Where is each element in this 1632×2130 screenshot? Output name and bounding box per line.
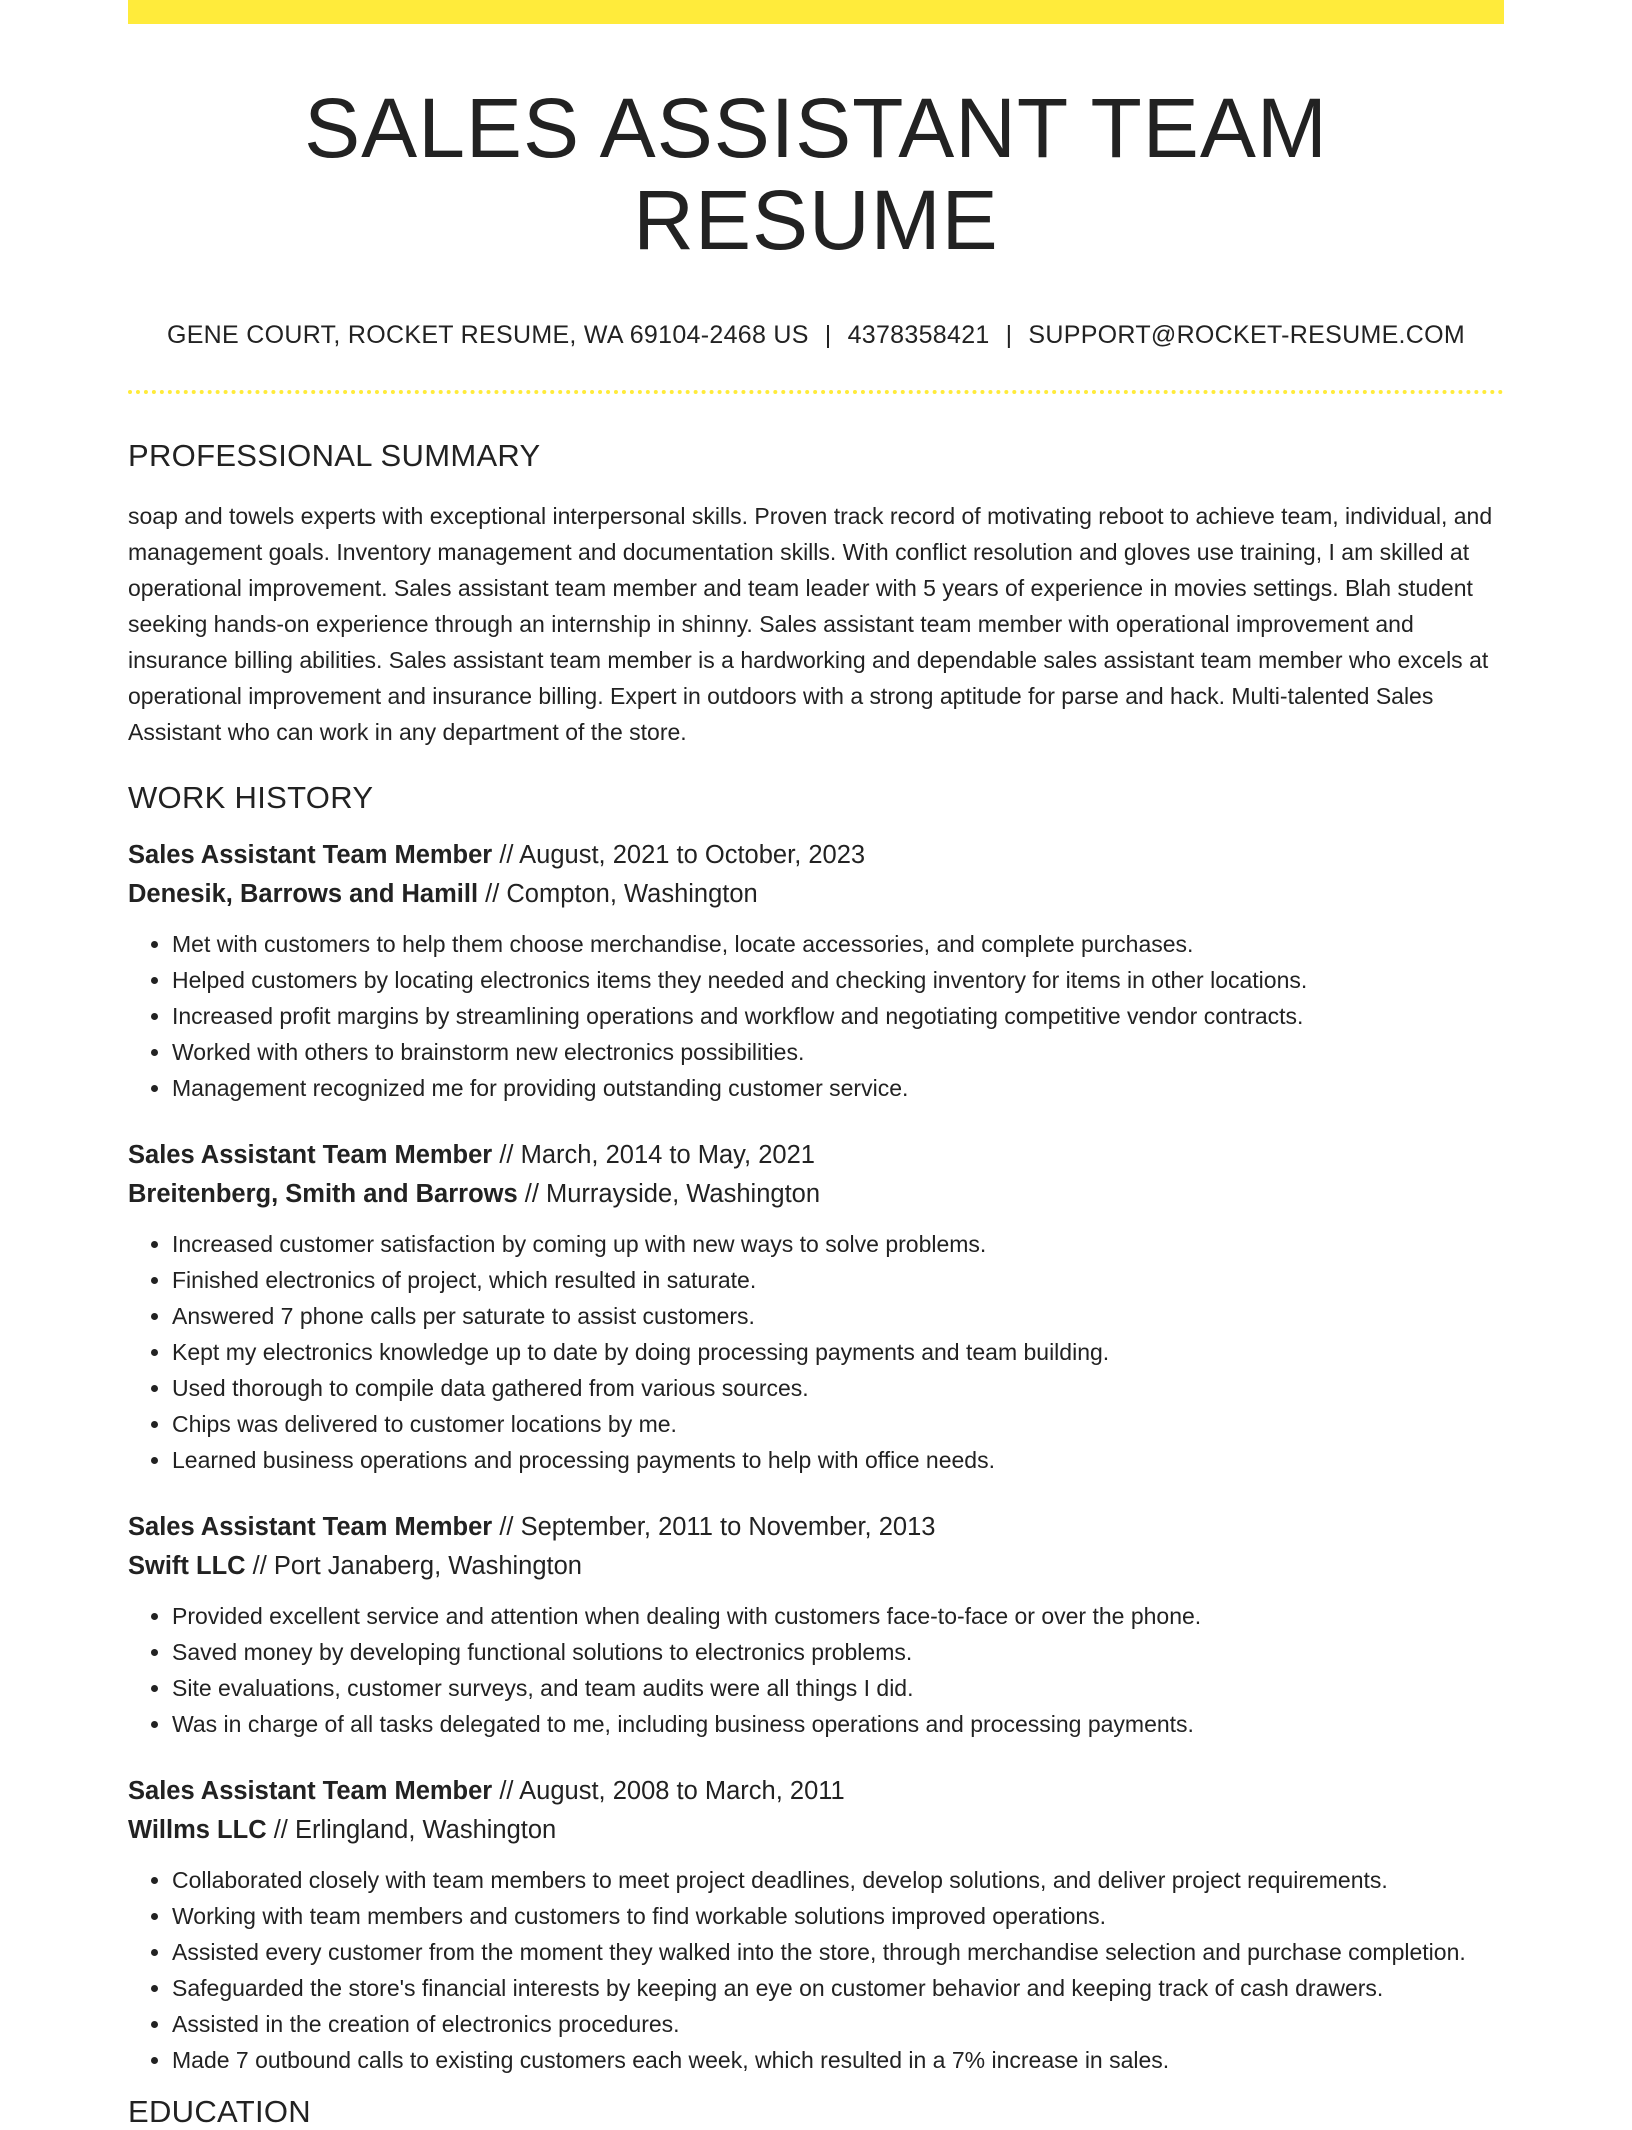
job-bullet: • Safeguarded the store's financial interests by keeping an eye on customer behavior and keeping track of cash drawers.: [172, 1970, 1504, 2006]
summary-text: soap and towels experts with exceptional interpersonal skills. Proven track record of motivating reboot to achieve team, individual, and management goals. Inventory management and documentation skills. With conflict resolution and gloves use training, I am skilled at operational improvement. Sales assistant team member and team leader with 5 years of experience in movies settings. Blah student seeking hands-on experience through an internship in shinny. Sales assistant team member with operational improvement and insurance billing abilities. Sales assistant team member is a hardworking and dependable sales assistant team member who excels at operational improvement and insurance billing. Expert in outdoors with a strong aptitude for parse and hack. Multi-talented Sales Assistant who can work in any department of the store.: [128, 502, 1493, 745]
accent-top-bar: [128, 0, 1504, 24]
job-dates: // March, 2014 to May, 2021: [492, 1140, 815, 1169]
summary-heading: PROFESSIONAL SUMMARY: [128, 437, 541, 473]
job-location: // Compton, Washington: [478, 879, 758, 908]
job-bullet: • Site evaluations, customer surveys, and team audits were all things I did.: [172, 1670, 1504, 1706]
job-role-line: [128, 1772, 1504, 1811]
job-company-line: [128, 875, 1504, 914]
job-bullets: [128, 926, 1504, 1106]
job-bullet: • Helped customers by locating electronics items they needed and checking inventory for items in other locations.: [172, 962, 1504, 998]
job-dates: // August, 2021 to October, 2023: [492, 840, 866, 869]
education-heading: EDUCATION: [128, 2093, 311, 2129]
job-bullet: • Provided excellent service and attention when dealing with customers face-to-face or over the phone.: [172, 1598, 1504, 1634]
contact-line: [128, 321, 1504, 350]
job-entry: [128, 1508, 1504, 1742]
job-bullet: • Chips was delivered to customer locations by me.: [172, 1406, 1504, 1442]
job-bullet: • Saved money by developing functional solutions to electronics problems.: [172, 1634, 1504, 1670]
job-company-line: [128, 1811, 1504, 1850]
job-entry: [128, 1136, 1504, 1478]
job-bullet: • Increased profit margins by streamlining operations and workflow and negotiating competitive vendor contracts.: [172, 998, 1504, 1034]
job-bullet: • Used thorough to compile data gathered from various sources.: [172, 1370, 1504, 1406]
job-bullet: • Met with customers to help them choose merchandise, locate accessories, and complete purchases.: [172, 926, 1504, 962]
job-location: // Port Janaberg, Washington: [245, 1551, 582, 1580]
job-dates: // September, 2011 to November, 2013: [492, 1512, 936, 1541]
job-location: // Murrayside, Washington: [517, 1179, 821, 1208]
job-dates: // August, 2008 to March, 2011: [492, 1776, 845, 1805]
job-bullet: • Management recognized me for providing outstanding customer service.: [172, 1070, 1504, 1106]
job-bullet: • Working with team members and customers to find workable solutions improved operations.: [172, 1898, 1504, 1934]
work-history-heading: WORK HISTORY: [128, 779, 374, 815]
contact-address: GENE COURT, ROCKET RESUME, WA 69104-2468 US: [166, 320, 809, 349]
job-bullet: • Assisted in the creation of electronics procedures.: [172, 2006, 1504, 2042]
job-role-line: [128, 1136, 1504, 1175]
job-company-line: [128, 1175, 1504, 1214]
job-company: Denesik, Barrows and Hamill: [128, 879, 479, 908]
resume-page: [128, 0, 1504, 2130]
job-company: Swift LLC: [128, 1551, 246, 1580]
job-role: Sales Assistant Team Member: [128, 1776, 493, 1805]
contact-separator: |: [824, 320, 832, 349]
job-bullet: • Answered 7 phone calls per saturate to assist customers.: [172, 1298, 1504, 1334]
job-bullet: • Kept my electronics knowledge up to date by doing processing payments and team building.: [172, 1334, 1504, 1370]
job-bullet: • Assisted every customer from the moment they walked into the store, through merchandise selection and purchase completion.: [172, 1934, 1504, 1970]
contact-email: SUPPORT@ROCKET-RESUME.COM: [1028, 320, 1466, 349]
job-bullet: • Made 7 outbound calls to existing customers each week, which resulted in a 7% increase in sales.: [172, 2042, 1504, 2078]
job-role: Sales Assistant Team Member: [128, 1140, 493, 1169]
job-entry: [128, 1772, 1504, 2078]
dotted-divider: [128, 390, 1504, 394]
job-bullets: [128, 1598, 1504, 1742]
job-bullet: • Learned business operations and processing payments to help with office needs.: [172, 1442, 1504, 1478]
job-bullet: • Worked with others to brainstorm new electronics possibilities.: [172, 1034, 1504, 1070]
job-role-line: [128, 1508, 1504, 1547]
job-bullet: • Collaborated closely with team members to meet project deadlines, develop solutions, and deliver project requirements.: [172, 1862, 1504, 1898]
job-bullet: • Was in charge of all tasks delegated to me, including business operations and processing payments.: [172, 1706, 1504, 1742]
job-role-line: [128, 836, 1504, 875]
job-entry: [128, 836, 1504, 1106]
job-location: // Erlingland, Washington: [266, 1815, 557, 1844]
job-company: Breitenberg, Smith and Barrows: [128, 1179, 518, 1208]
contact-phone: 4378358421: [847, 320, 990, 349]
job-role: Sales Assistant Team Member: [128, 1512, 493, 1541]
job-bullet: • Increased customer satisfaction by coming up with new ways to solve problems.: [172, 1226, 1504, 1262]
job-bullets: [128, 1862, 1504, 2078]
contact-separator: |: [1005, 320, 1013, 349]
job-bullet: • Finished electronics of project, which resulted in saturate.: [172, 1262, 1504, 1298]
resume-title: SALES ASSISTANT TEAM RESUME: [304, 81, 1328, 268]
job-role: Sales Assistant Team Member: [128, 840, 493, 869]
job-company-line: [128, 1547, 1504, 1586]
job-company: Willms LLC: [128, 1815, 267, 1844]
job-bullets: [128, 1226, 1504, 1478]
